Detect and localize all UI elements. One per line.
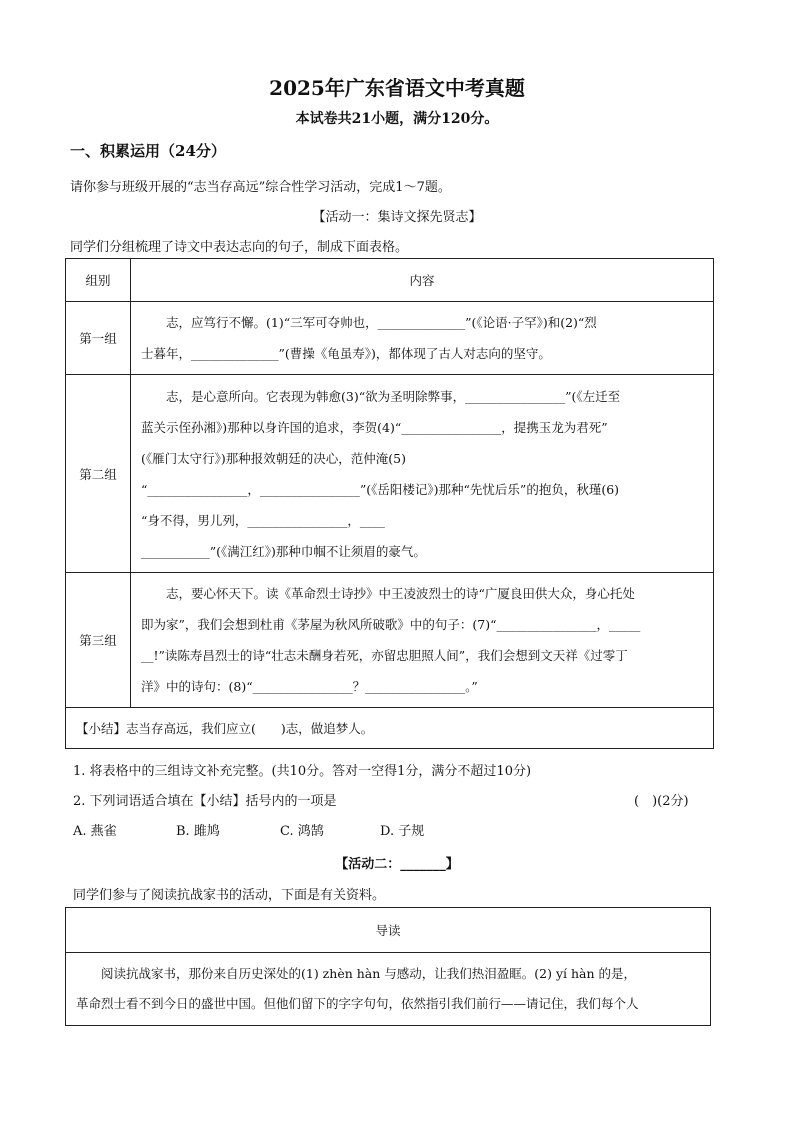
group-name: 第一组: [66, 302, 131, 375]
activity2-intro: 同学们参与了阅读抗战家书的活动，下面是有关资料。: [73, 888, 386, 903]
option-a: A. 燕雀: [73, 824, 117, 839]
question-2: 2. 下列词语适合填在【小结】括号内的一项是: [73, 794, 337, 809]
content-line: “________________，________________”(《岳阳楼记》)那种“先忧后乐”的抱负，秋瑾(6): [141, 481, 620, 497]
page-subtitle: 本试卷共21小题，满分120分。: [295, 111, 499, 127]
table-row: [66, 708, 714, 749]
content-line: 即为家”，我们会想到杜甫《茅屋为秋风所破歌》中的句子：(7)“________________，_____: [141, 617, 641, 632]
poetry-table: [65, 258, 714, 749]
group-content: [131, 375, 714, 573]
group-content: [131, 573, 714, 708]
table-row: [66, 375, 714, 573]
section-intro: 请你参与班级开展的“志当存高远”综合性学习活动，完成1〜7题。: [70, 180, 451, 195]
page-title: 2025年广东省语文中考真题: [269, 76, 525, 100]
box-title: 导读: [66, 908, 711, 953]
table-row: [66, 302, 714, 375]
group-name: 第三组: [66, 573, 131, 708]
question-2-score: ( )(2分): [634, 794, 689, 809]
box-body-row: [66, 953, 711, 1026]
activity2-title: 【活动二：_______】: [335, 857, 459, 872]
group-name: 第二组: [66, 375, 131, 573]
content-line: 志，应笃行不懈。(1)“三军可夺帅也，______________”(《论语·子罕》)和(2)“烈: [166, 315, 597, 330]
box-body: [66, 953, 711, 1026]
content-line: __!”读陈寿昌烈士的诗“壮志未酬身若死，亦留忠胆照人间”，我们会想到文天祥《过零丁: [141, 648, 628, 663]
summary-cell: 【小结】志当存高远，我们应立( )志，做追梦人。: [66, 708, 714, 749]
option-b: B. 雎鸠: [176, 824, 220, 839]
reading-guide-box: [65, 907, 711, 1026]
content-line: 志，要心怀天下。读《革命烈士诗抄》中王凌波烈士的诗“广厦良田供大众，身心托处: [166, 586, 635, 601]
table-row: [66, 573, 714, 708]
section-heading: 一、积累运用（24分）: [70, 142, 226, 160]
question-1: 1. 将表格中的三组诗文补充完整。(共10分。答对一空得1分，满分不超过10分): [73, 764, 532, 779]
content-line: (《雁门太守行》)那种报效朝廷的决心，范仲淹(5): [141, 450, 406, 466]
header-group: 组别: [66, 259, 131, 302]
content-line: 志，是心意所向。它表现为韩愈(3)“欲为圣明除弊事，________________”(《左迁至: [166, 388, 621, 404]
content-line: 士暮年，______________”(曹操《龟虽寿》)，都体现了古人对志向的坚守。: [141, 346, 551, 361]
content-line: “身不得，男儿列，________________，____: [141, 512, 385, 528]
option-d: D. 子规: [380, 824, 425, 839]
header-content: 内容: [131, 259, 714, 302]
content-line: ___________”(《满江红》)那种巾帼不让须眉的豪气。: [141, 543, 426, 559]
box-line: 革命烈士看不到今日的盛世中国。但他们留下的字字句句，依然指引我们前行——请记住，我们每个人: [76, 996, 639, 1011]
group-content: [131, 302, 714, 375]
content-line: 洋》中的诗句：(8)“________________？________________。”: [141, 679, 478, 694]
box-line: 阅读抗战家书，那份来自历史深处的(1) zhèn hàn 与感动，让我们热泪盈眶。(2) yí hàn 的是，: [101, 966, 637, 981]
content-line: 蓝关示侄孙湘》)那种以身许国的追求，李贺(4)“________________，提携玉龙为君死”: [141, 419, 608, 435]
activity1-title: 【活动一：集诗文探先贤志】: [312, 210, 482, 225]
activity1-intro: 同学们分组梳理了诗文中表达志向的句子，制成下面表格。: [70, 240, 409, 255]
option-c: C. 鸿鹄: [280, 824, 324, 839]
table-header-row: [66, 259, 714, 302]
box-header-row: [66, 908, 711, 953]
